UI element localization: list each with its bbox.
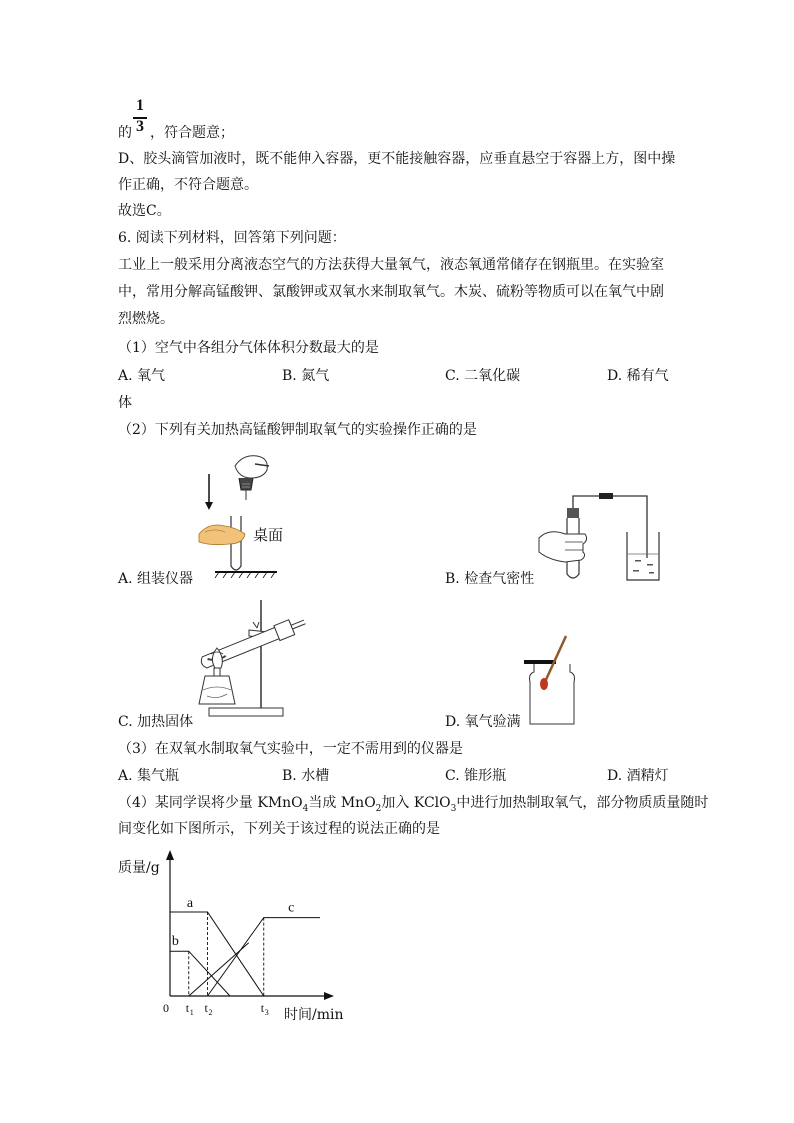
q6-sub1-wrap: 体 (118, 395, 132, 411)
desk-label: 桌面 (253, 526, 284, 544)
q6-sub3-option-b: B. 水槽 (282, 768, 330, 784)
q6-sub3-option-a: A. 集气瓶 (118, 768, 180, 784)
prev-line-1-prefix: 的 (118, 125, 132, 141)
stem-part-a: （4）某同学误将少量 KMnO (118, 795, 303, 811)
figure-heating-solid (195, 596, 315, 721)
series-label-b: b (171, 934, 179, 950)
stem-part-d: 中进行加热制取氧气，部分物质质量随时 (456, 795, 709, 811)
tick-sub-t3: 3 (264, 1008, 269, 1017)
sub-4: 4 (302, 803, 309, 814)
tick-sub-t2: 2 (208, 1008, 213, 1017)
stem-part-c: 加入 KClO (381, 795, 451, 811)
chart-ylabel: 质量/g (118, 860, 160, 876)
q6-sub2-option-a: A. 组装仪器 (118, 571, 194, 587)
q6-sub2-option-b: B. 检查气密性 (445, 571, 535, 587)
series-label-c: c (288, 900, 295, 916)
q6-sub2-option-c: C. 加热固体 (118, 714, 194, 730)
q6-sub2-stem: （2）下列有关加热高锰酸钾制取氧气的实验操作正确的是 (118, 422, 477, 438)
chart-xlabel: 时间/min (284, 1007, 344, 1023)
q6-material-line-1: 工业上一般采用分离液态空气的方法获得大量氧气，液态氧通常储存在钢瓶里。在实验室 (118, 257, 664, 273)
tick-label-t3: t (260, 1001, 265, 1015)
y-axis-arrow (166, 850, 174, 860)
figure-oxygen-full-test (522, 634, 582, 726)
figure-check-airtightness (535, 488, 665, 586)
q6-sub1-stem: （1）空气中各组分气体体积分数最大的是 (118, 340, 379, 356)
prev-line-1-suffix: ，符合题意； (150, 125, 234, 141)
q6-sub3-option-d: D. 酒精灯 (607, 768, 669, 784)
q6-title: 6. 阅读下列材料，回答第下列问题： (118, 230, 346, 246)
q6-sub1-option-c: C. 二氧化碳 (445, 368, 521, 384)
rising-line-from-t1 (189, 943, 249, 996)
q6-material-line-2: 中，常用分解高锰酸钾、氯酸钾或双氧水来制取氧气。木炭、硫粉等物质可以在氧气中剧 (118, 284, 664, 300)
fraction-denominator: 3 (136, 118, 144, 135)
fraction-numerator: 1 (136, 97, 144, 114)
q6-sub1-option-a: A. 氧气 (118, 368, 166, 384)
q6-sub4-stem-line-2: 间变化如下图所示，下列关于该过程的说法正确的是 (118, 821, 440, 837)
figure-assemble-apparatus (195, 448, 305, 578)
prev-line-2: D、胶头滴管加液时，既不能伸入容器，更不能接触容器，应垂直悬空于容器上方，图中操 (118, 151, 676, 167)
stem-part-b: 当成 MnO (308, 795, 376, 811)
q6-sub2-option-d: D. 氧气验满 (445, 714, 521, 730)
series-label-a: a (186, 896, 194, 911)
mass-time-chart (160, 840, 340, 1030)
tick-label-t1: t (185, 1001, 190, 1015)
tick-sub-t1: 1 (189, 1008, 194, 1017)
sub-2: 2 (375, 803, 382, 814)
q6-sub1-option-d: D. 稀有气 (607, 368, 669, 384)
x-axis-arrow (324, 992, 334, 1000)
prev-line-3: 作正确，不符合题意。 (118, 177, 258, 193)
series-line-b (170, 951, 230, 996)
q6-sub3-stem: （3）在双氧水制取氧气实验中，一定不需用到的仪器是 (118, 741, 463, 757)
tick-label-t2: t (204, 1001, 208, 1015)
q6-sub4-stem (118, 794, 708, 818)
prev-answer: 故选C。 (118, 203, 171, 219)
q6-sub3-option-c: C. 锥形瓶 (445, 768, 507, 784)
sub-3: 3 (450, 803, 457, 814)
origin-label: 0 (163, 1001, 169, 1015)
q6-material-line-3: 烈燃烧。 (118, 311, 174, 327)
q6-sub1-option-b: B. 氮气 (282, 368, 330, 384)
